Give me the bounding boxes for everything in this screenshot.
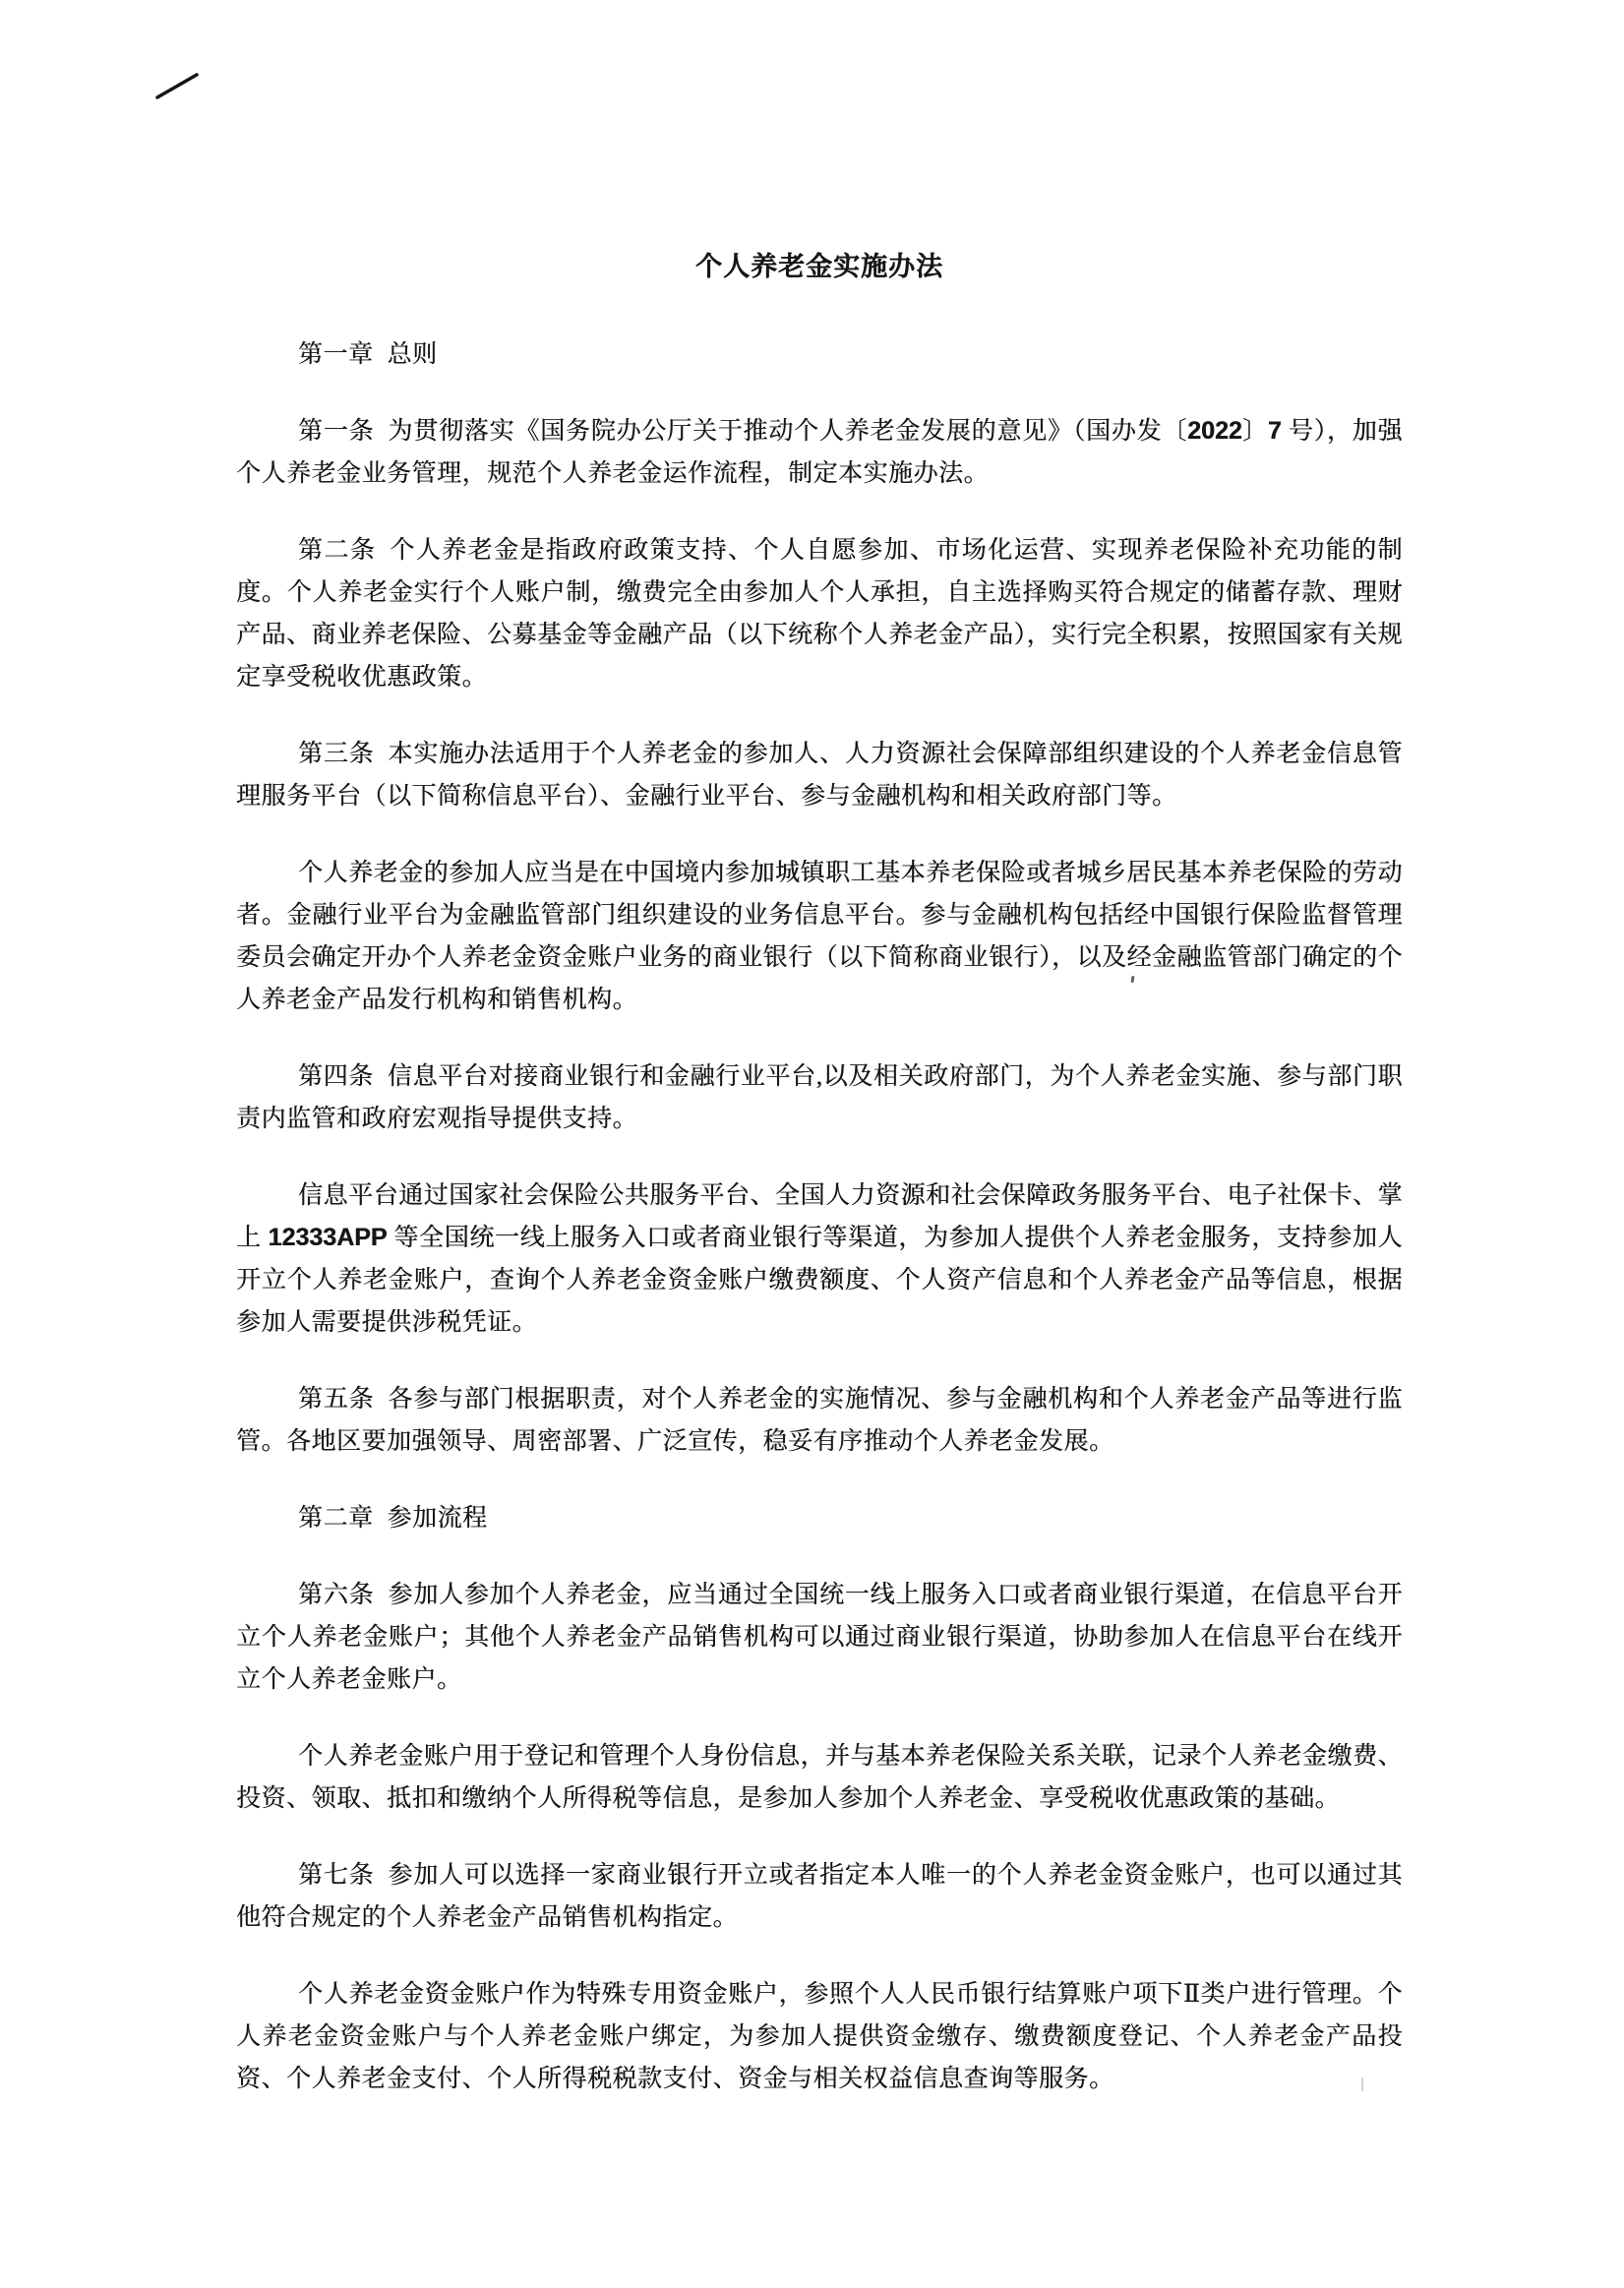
- scan-artifact-tick: [1361, 2077, 1363, 2091]
- article-paragraph: 第六条 参加人参加个人养老金，应当通过全国统一线上服务入口或者商业银行渠道，在信息平台开立个人养老金账户；其他个人养老金产品销售机构可以通过商业银行渠道，协助参加人在信息平台在线开立个人养老金账户。: [236, 1582, 1403, 1693]
- block-label: 第二章: [298, 1505, 374, 1532]
- article-paragraph: 第四条 信息平台对接商业银行和金融行业平台,以及相关政府部门，为个人养老金实施、参与部门职责内监管和政府宏观指导提供支持。: [236, 1063, 1403, 1132]
- latin-text: 7: [1267, 417, 1282, 445]
- block-label: 第二条: [298, 537, 377, 564]
- body-paragraph: 信息平台通过国家社会保险公共服务平台、全国人力资源和社会保障政务服务平台、电子社保卡、掌上 12333APP 等全国统一线上服务入口或者商业银行等渠道，为参加人提供个人养老金服务，支持参加人开立个人养老金账户，查询个人养老金资金账户缴费额度、个人资产信息和个人养老金产品等信息，根据参加人需要提供涉税凭证。: [236, 1182, 1403, 1336]
- block-label: 第三条: [298, 741, 375, 767]
- latin-text: 12333APP: [268, 1224, 388, 1251]
- block-label: 第四条: [298, 1063, 374, 1090]
- latin-text: 2022: [1187, 417, 1242, 445]
- document-blocks: [236, 333, 1403, 2100]
- block-label: 第五条: [298, 1386, 375, 1413]
- block-label: 第七条: [298, 1862, 375, 1889]
- pen-stroke-annotation: [148, 65, 207, 106]
- article-paragraph: 第一条 为贯彻落实《国务院办公厅关于推动个人养老金发展的意见》（国办发〔2022〕7 号），加强个人养老金业务管理，规范个人养老金运作流程，制定本实施办法。: [236, 417, 1403, 487]
- document-title: 个人养老金实施办法: [695, 252, 943, 281]
- article-paragraph: 第二条 个人养老金是指政府政策支持、个人自愿参加、市场化运营、实现养老保险补充功能的制度。个人养老金实行个人账户制，缴费完全由参加人个人承担，自主选择购买符合规定的储蓄存款、理财产品、商业养老保险、公募基金等金融产品（以下统称个人养老金产品），实行完全积累，按照国家有关规定享受税收优惠政策。: [236, 537, 1404, 691]
- chapter-heading: 第二章 参加流程: [298, 1505, 488, 1532]
- body-paragraph: 个人养老金的参加人应当是在中国境内参加城镇职工基本养老保险或者城乡居民基本养老保险的劳动者。金融行业平台为金融监管部门组织建设的业务信息平台。参与金融机构包括经中国银行保险监督管理委员会确定开办个人养老金资金账户业务的商业银行（以下简称商业银行），以及经金融监管部门确定的个人养老金产品发行机构和销售机构。: [236, 860, 1404, 1013]
- body-paragraph: 个人养老金账户用于登记和管理个人身份信息，并与基本养老保险关系关联，记录个人养老金缴费、投资、领取、抵扣和缴纳个人所得税等信息，是参加人参加个人养老金、享受税收优惠政策的基础。: [236, 1743, 1403, 1812]
- block-label: 第一条: [298, 418, 375, 445]
- document-body: [236, 246, 1403, 2100]
- article-paragraph: 第七条 参加人可以选择一家商业银行开立或者指定本人唯一的个人养老金资金账户，也可以通过其他符合规定的个人养老金产品销售机构指定。: [236, 1862, 1403, 1931]
- block-label: 第一章: [298, 341, 374, 368]
- block-label: 第六条: [298, 1582, 375, 1608]
- article-paragraph: 第三条 本实施办法适用于个人养老金的参加人、人力资源社会保障部组织建设的个人养老金信息管理服务平台（以下简称信息平台）、金融行业平台、参与金融机构和相关政府部门等。: [236, 741, 1403, 810]
- article-paragraph: 第五条 各参与部门根据职责，对个人养老金的实施情况、参与金融机构和个人养老金产品等进行监管。各地区要加强领导、周密部署、广泛宣传，稳妥有序推动个人养老金发展。: [236, 1386, 1403, 1455]
- body-paragraph: 个人养老金资金账户作为特殊专用资金账户，参照个人人民币银行结算账户项下Ⅱ类户进行管理。个人养老金资金账户与个人养老金账户绑定，为参加人提供资金缴存、缴费额度登记、个人养老金产品投资、个人养老金支付、个人所得税税款支付、资金与相关权益信息查询等服务。: [236, 1981, 1403, 2092]
- chapter-heading: 第一章 总则: [298, 341, 438, 368]
